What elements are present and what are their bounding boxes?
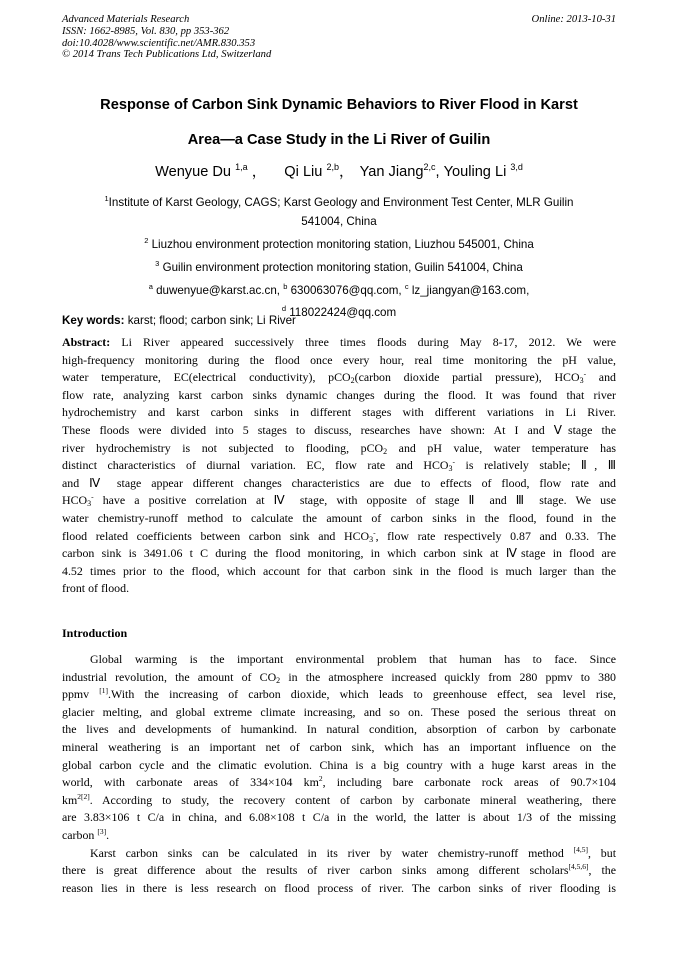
intro-line: the lives and developments of humankind. In natural condition, absorption of carbon by carbonate [62,722,616,737]
abstract-line: distinct characteristics of diurnal variation. EC, flow rate and $HCO_3^-$ is relatively stable; Ⅱ, Ⅲ [62,457,616,474]
keywords-text: karst; flood; carbon sink; Li River [124,314,296,327]
author-list [62,158,616,181]
intro-line: Karst carbon sinks can be calculated in its river by water chemistry-runoff method [4,5], but [90,844,617,860]
intro-line: glacier melting, and global extreme climate increasing, and so on. These posed the serious threat on [62,704,616,719]
author-separator: ， [339,163,354,180]
citation-ref: [3] [97,826,107,836]
title-line-1: Response of Carbon Sink Dynamic Behaviors to River Flood in Karst [100,97,578,113]
affiliation-1-cont: 541004, China [301,214,377,228]
abstract-label: Abstract: [62,335,111,349]
email-link[interactable]: 118022424@qq.com [285,306,397,320]
email-link[interactable]: duwenyue@karst.ac.cn, [152,283,284,297]
author-affil-mark: 1,a [235,162,248,172]
abstract-line: carbon sink is 3491.06 t C during the flood monitoring, in which carbon sink at Ⅳstage in flood are [62,546,616,561]
abstract [62,334,616,598]
affiliation-1: $^1$Institute of Karst Geology, CAGS; Karst Geology and Environment Test Center, MLR Guilin [104,194,574,209]
abstract-line: high-frequency monitoring during the flood once every hour, real time monitoring the pH value, [62,352,616,367]
author-name: Yan Jiang [359,163,424,180]
citation-ref: [4,5,6] [568,862,589,872]
intro-line: Global warming is the important environmental problem that human has to face. Since [90,652,616,666]
intro-line: there is great difference about the results of river carbon sinks among different scholars[4,5,6], the [62,862,616,878]
abstract-line: and Ⅳ stage appear different changes characteristics are due to effects of flood, flow rate and [62,475,616,490]
abstract-line: flood related coefficients between carbon sink and $HCO_3^-$, flow rate respectively 0.87 and 0.33. The [62,527,616,544]
keywords [62,312,616,330]
affiliation-3: $^3$ Guilin environment protection monitoring station, Guilin 541004, China [155,258,523,274]
intro-line: $km^{2[2]}$. According to study, the recovery content of carbon by carbonate mineral weathering, there [62,791,616,807]
abstract-line: These floods were divided into 5 stages to discuss, researches have shown: At I and Ⅴstage the [62,422,616,437]
intro-line: carbon [3]. [62,826,110,842]
affiliations [62,189,616,322]
paper-title [62,88,616,158]
author-name: Qi Liu [284,163,323,180]
citation-ref: [4,5] [573,844,588,854]
intro-line: world, with carbonate areas of 334×104 $km^2$, including bare carbonate rock areas of 90.7×104 [62,774,617,790]
intro-line: ppmv [1].With the increasing of carbon dioxide, which leads to greenhouse effect, sea level rise, [62,686,616,702]
citation-ref: [1] [99,686,109,696]
author-separator: ， [251,163,267,180]
journal-header [62,14,616,61]
issn-line: ISSN: 1662-8985, Vol. 830, pp 353-362 [62,25,230,37]
author-separator: , [435,163,440,180]
email-list-cont: $^d$ 118022424@qq.com [281,304,397,320]
abstract-line: $HCO_3^-$ have a positive correlation at Ⅳ stage, with opposite of stage Ⅱ and Ⅲ stage. We use [62,492,616,509]
abstract-line: water temperature, EC(electrical conductivity), pCO$_2$(carbon dioxide partial pressure), $HCO_3^-$ and [62,369,616,386]
email-link[interactable]: 630063076@qq.com, [287,283,405,297]
abstract-line: front of flood. [62,581,130,596]
intro-line: mineral weathering is an important net of carbon sink, which has an important influence on the [62,739,616,754]
abstract-line: water chemistry-runoff method to calculate the amount of carbon sinks in the flood, found in the [62,510,616,525]
abstract-line: hydrochemistry and karst carbon sinks in different stages with different variations in Li River. [62,405,616,420]
doi-line: doi:10.4028/www.scientific.net/AMR.830.353 [62,37,256,49]
author-affil-mark: 2,c [423,162,436,172]
affiliation-2: $^2$ Liuzhou environment protection monitoring station, Liuzhou 545001, China [144,235,534,251]
intro-line: are 3.83×106 t C/a in china, and 6.08×108 t C/a in the world, the latter is about 1/3 of the missing [62,810,616,825]
intro-line: industrial revolution, the amount of $CO_2$ in the atmosphere increased quickly from 280 ppmv to 380 [62,669,616,685]
keywords-label: Key words: [62,314,125,327]
section-heading-introduction: Introduction [62,626,128,640]
copyright-line: © 2014 Trans Tech Publications Ltd, Switzerland [62,49,272,61]
email-link[interactable]: lz_jiangyan@163.com, [408,283,530,297]
author-name: Youling Li [443,163,507,180]
author-name: Wenyue Du [155,163,232,180]
author-affil-mark: 3,d [510,162,523,172]
intro-line: global carbon cycle and the climatic evolution. China is a big country with a huge karst areas in the [62,757,616,772]
online-date: Online: 2013-10-31 [531,14,616,25]
introduction-body [62,651,616,897]
email-list: $^a$ duwenyue@karst.ac.cn, $^b$ 630063076@qq.com, $^c$ lz_jiangyan@163.com, [148,281,530,297]
journal-name: Advanced Materials Research [62,14,190,25]
abstract-line: Abstract: Li River appeared successively three times floods during May 8-17, 2012. We were [62,335,616,349]
abstract-line: 4.52 times prior to the flood, which account for that carbon sink in the flood is much larger than the [62,563,616,578]
abstract-line: river hydrochemistry is not subjected to flooding, pCO$_2$ and pH value, water temperature has [62,440,616,456]
intro-line: reason lies in there is less research on flood process of river. The carbon sinks of river flooding is [62,880,616,895]
author-affil-mark: 2,b [326,162,339,172]
abstract-line: flow rate, analyzing karst carbon sinks dynamic changes during the flood. It was found that river [62,387,616,402]
title-line-2: Area—a Case Study in the Li River of Guilin [187,132,491,148]
citation-ref: 2[2] [77,791,90,801]
